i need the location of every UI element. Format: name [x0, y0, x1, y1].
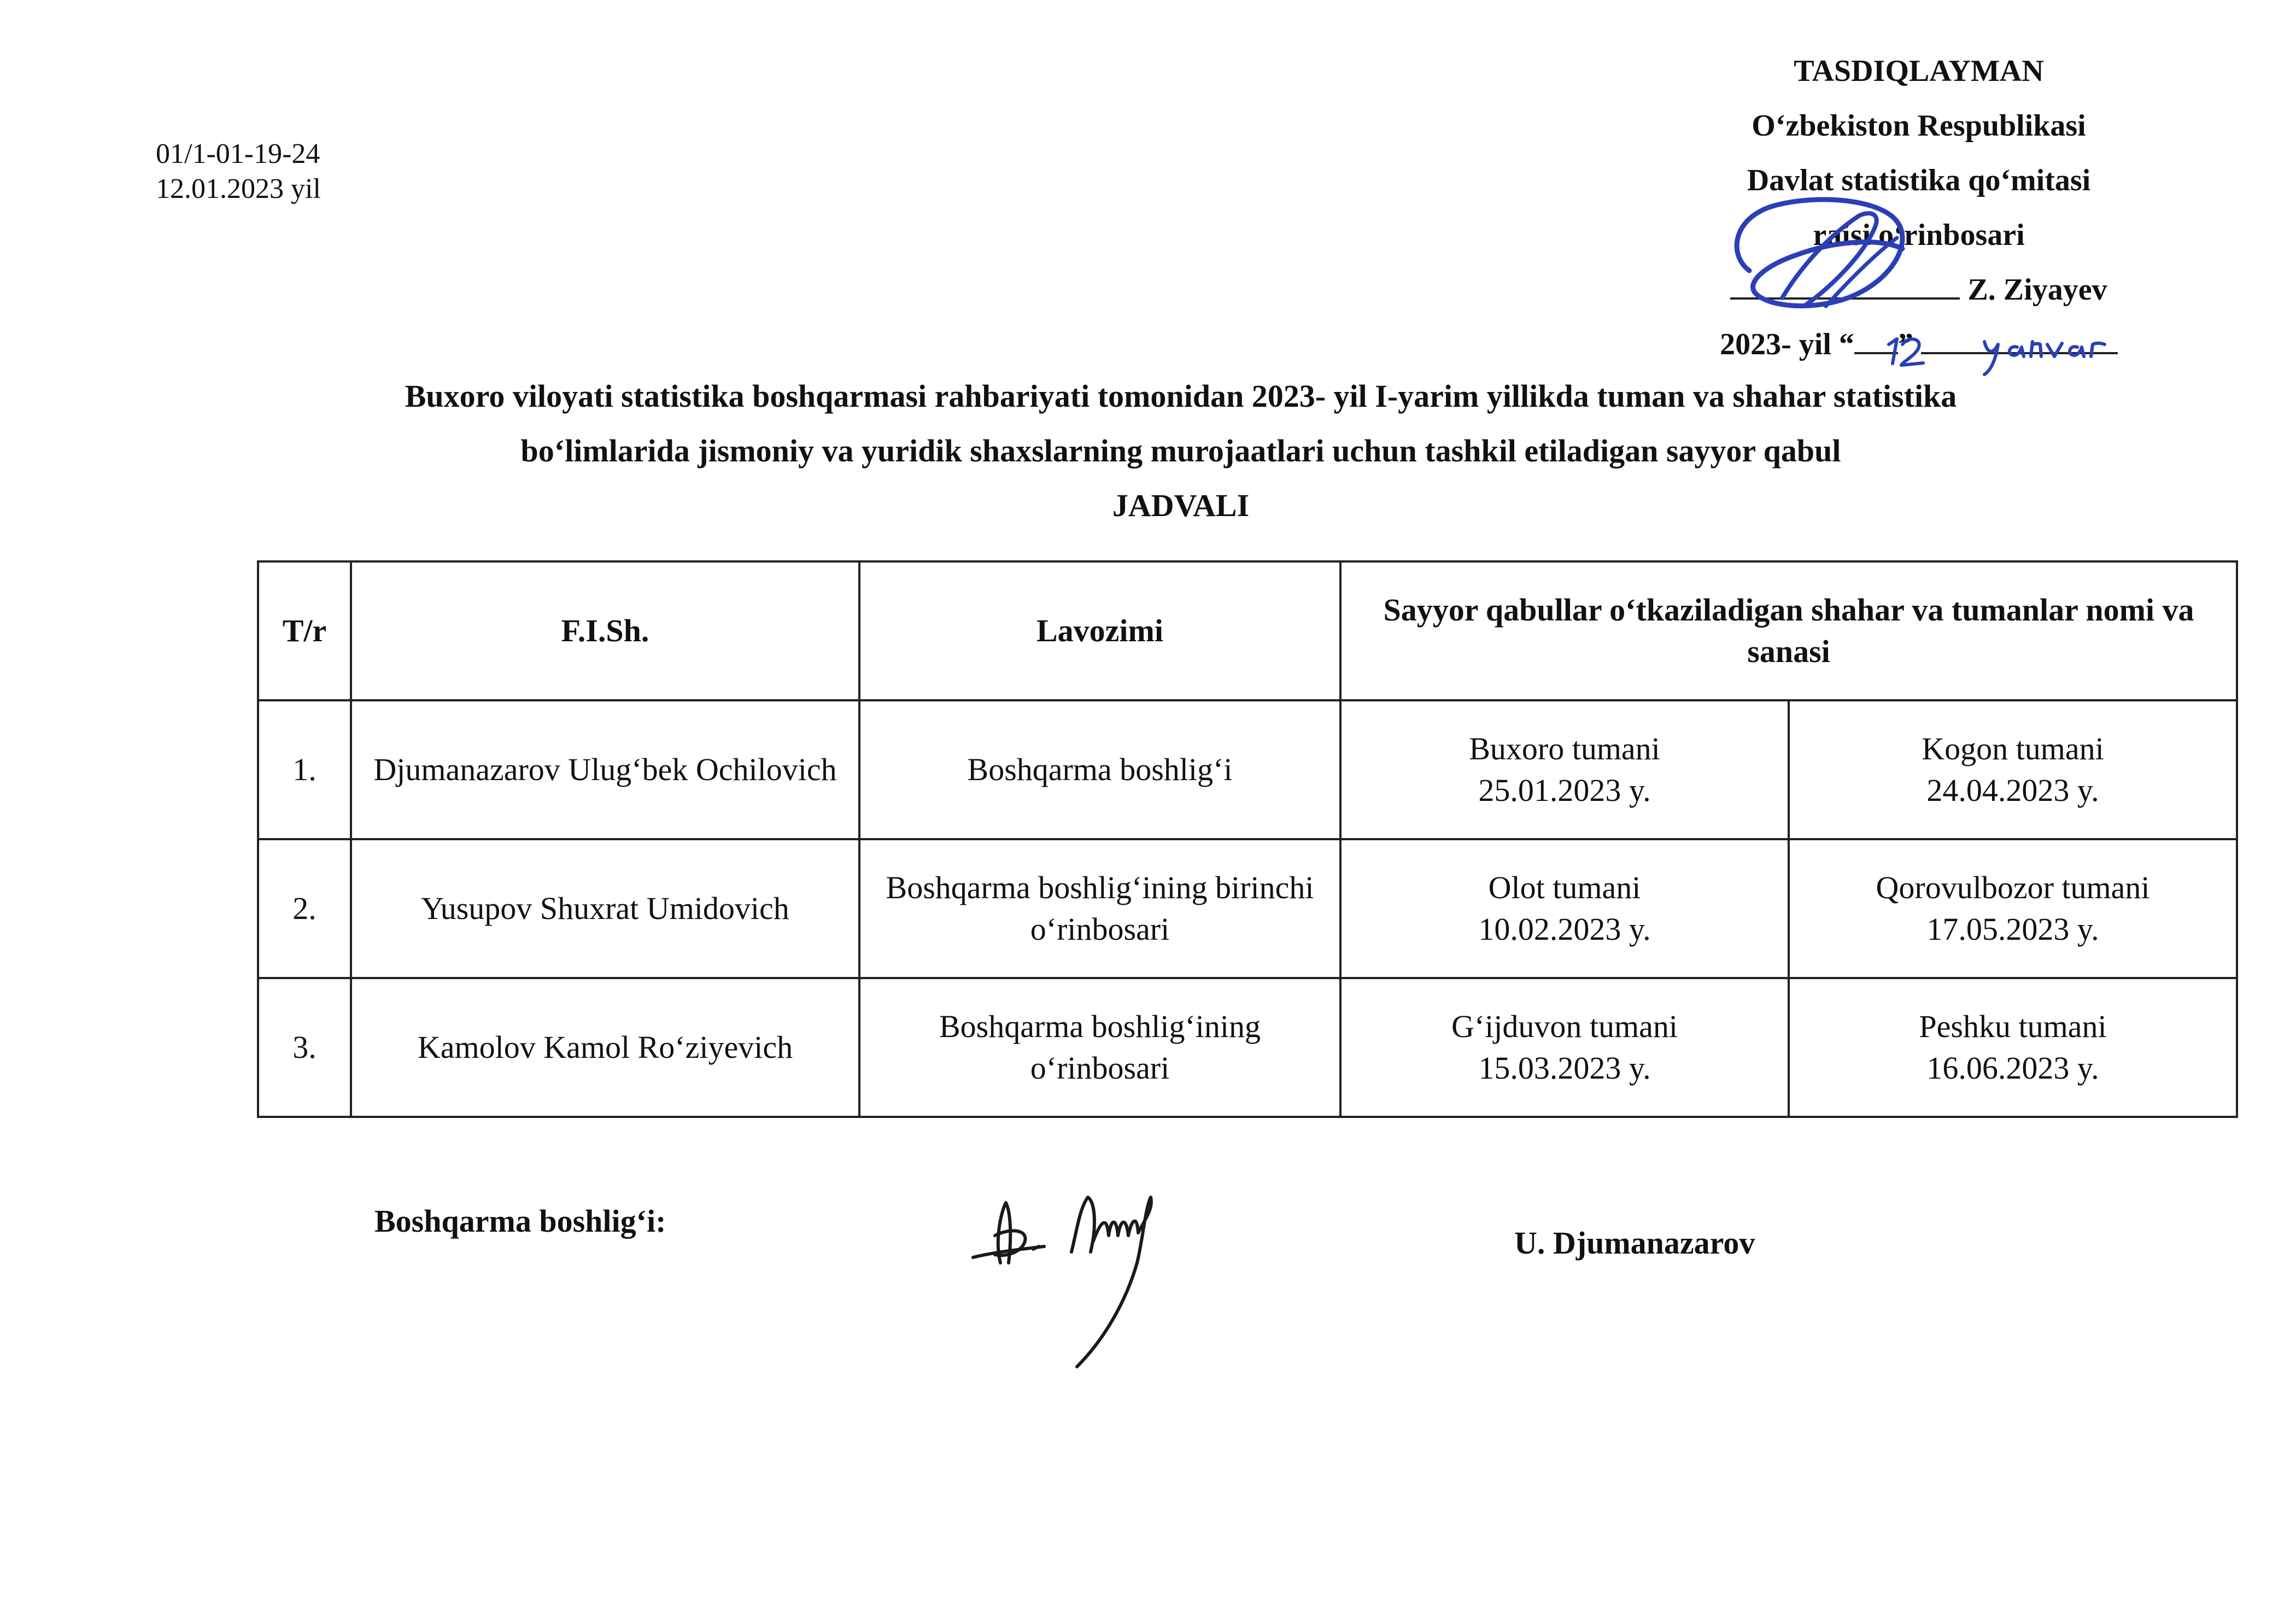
cell-position: Boshqarma boshlig‘i: [859, 700, 1340, 839]
cell-visit2: [1789, 700, 2237, 839]
approval-org-line1: O‘zbekiston Respublikasi: [1752, 109, 2086, 143]
title-line2: bo‘limlarida jismoniy va yuridik shaxslarning murojaatlari uchun tashkil etiladigan sayyor qabul: [520, 433, 1841, 469]
cell-visit1: [1340, 839, 1789, 978]
header-num: T/r: [258, 561, 351, 700]
approver-signature: [1717, 189, 1946, 325]
cell-name: Kamolov Kamol Ro‘ziyevich: [351, 978, 859, 1117]
table-row: [258, 700, 2237, 839]
visit1-place: G‘ijduvon tumani: [1451, 1009, 1678, 1044]
table-header-row: [258, 561, 2237, 700]
head-signature: [962, 1175, 1203, 1372]
cell-position: Boshqarma boshlig‘ining birinchi o‘rinbosari: [859, 839, 1340, 978]
approval-position: raisi o‘rinbosari: [1813, 218, 2025, 252]
approval-org-line2: Davlat statistika qo‘mitasi: [1747, 163, 2091, 197]
cell-position: Boshqarma boshlig‘ining o‘rinbosari: [859, 978, 1340, 1117]
visit2-place: Qorovulbozor tumani: [1876, 870, 2150, 905]
approval-heading: TASDIQLAYMAN: [1794, 54, 2044, 88]
visit2-place: Kogon tumani: [1922, 731, 2104, 766]
cell-visit1: [1340, 700, 1789, 839]
visit2-date: 24.04.2023 y.: [1926, 772, 2099, 808]
schedule-table: [257, 560, 2238, 1118]
visit1-date: 15.03.2023 y.: [1478, 1050, 1651, 1086]
visit1-place: Buxoro tumani: [1469, 731, 1660, 766]
title-line1: Buxoro viloyati statistika boshqarmasi rahbariyati tomonidan 2023- yil I-yarim yillikda tuman va shahar statistika: [405, 378, 1957, 414]
cell-name: Djumanazarov Ulug‘bek Ochilovich: [351, 700, 859, 839]
document-number: 01/1-01-19-24: [156, 138, 320, 169]
cell-visit1: [1340, 978, 1789, 1117]
visit1-date: 10.02.2023 y.: [1478, 911, 1651, 947]
document-title: [230, 369, 2132, 533]
header-name: F.I.Sh.: [351, 561, 859, 700]
table-row: [258, 839, 2237, 978]
visit1-place: Olot tumani: [1488, 870, 1641, 905]
handwritten-day: [1889, 339, 1923, 365]
approval-date-prefix: 2023- yil “: [1720, 327, 1854, 361]
table-row: [258, 978, 2237, 1117]
cell-num: 3.: [258, 978, 351, 1117]
cell-num: 2.: [258, 839, 351, 978]
cell-num: 1.: [258, 700, 351, 839]
header-position: Lavozimi: [859, 561, 1340, 700]
visit1-date: 25.01.2023 y.: [1478, 772, 1651, 808]
signatory-name: U. Djumanazarov: [1514, 1225, 1755, 1261]
document-reference: [156, 137, 321, 207]
cell-name: Yusupov Shuxrat Umidovich: [351, 839, 859, 978]
header-visits: Sayyor qabullar o‘tkaziladigan shahar va tumanlar nomi va sanasi: [1340, 561, 2237, 700]
cell-visit2: [1789, 839, 2237, 978]
approver-name: Z. Ziyayev: [1967, 273, 2107, 307]
title-line3: JADVALI: [1112, 488, 1250, 523]
approval-date-suffix: ”: [1897, 327, 1913, 361]
document-date: 12.01.2023 yil: [156, 173, 321, 204]
cell-visit2: [1789, 978, 2237, 1117]
visit2-place: Peshku tumani: [1919, 1009, 2107, 1044]
visit2-date: 16.06.2023 y.: [1926, 1050, 2099, 1086]
visit2-date: 17.05.2023 y.: [1926, 911, 2099, 947]
signatory-title: Boshqarma boshlig‘i:: [374, 1203, 666, 1239]
